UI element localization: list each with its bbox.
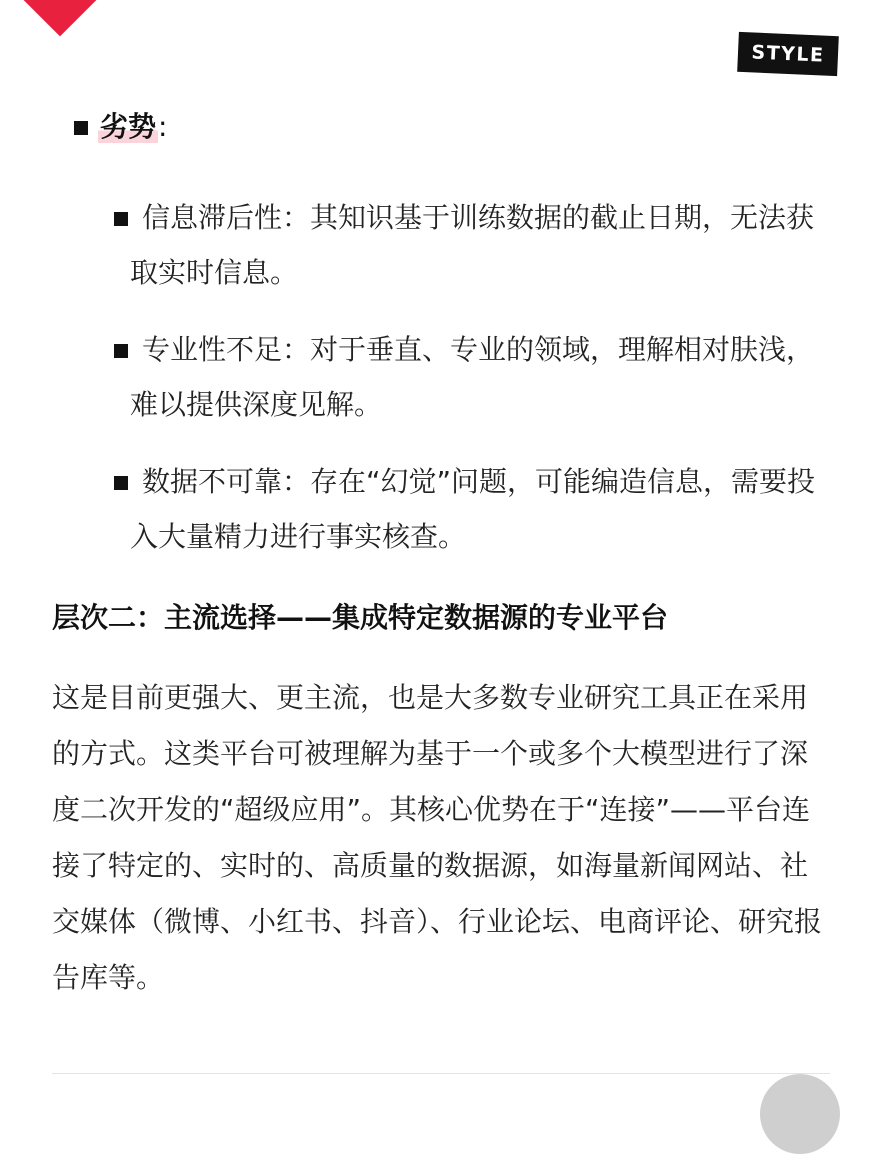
corner-accent-mark (18, 0, 103, 36)
square-bullet-icon (74, 121, 88, 135)
drawback-item-text: 信息滞后性：其知识基于训练数据的截止日期，无法获取实时信息。 (130, 201, 815, 289)
drawbacks-heading (74, 104, 167, 150)
square-bullet-icon (114, 212, 128, 226)
drawback-item (114, 454, 834, 564)
drawback-item-text: 数据不可靠：存在“幻觉”问题，可能编造信息，需要投入大量精力进行事实核查。 (130, 465, 816, 553)
scroll-to-top-button[interactable] (760, 1074, 840, 1154)
square-bullet-icon (114, 344, 128, 358)
drawback-item (114, 190, 834, 300)
section-paragraph: 这是目前更强大、更主流，也是大多数专业研究工具正在采用的方式。这类平台可被理解为基于一个或多个大模型进行了深度二次开发的“超级应用”。其核心优势在于“连接”——平台连接了特定的、实时的、高质量的数据源，如海量新闻网站、社交媒体（微博、小红书、抖音）、行业论坛、电商评论、研究报告库等。 (52, 681, 823, 994)
drawback-item (114, 322, 834, 432)
drawbacks-heading-colon: : (158, 110, 168, 143)
style-tag-badge (737, 32, 839, 76)
drawbacks-heading-word: 劣势 (100, 110, 157, 143)
section-heading: 层次二：主流选择——集成特定数据源的专业平台 (52, 601, 669, 634)
drawback-item-text: 专业性不足：对于垂直、专业的领域，理解相对肤浅，难以提供深度见解。 (130, 333, 815, 421)
drawbacks-list (114, 190, 834, 586)
square-bullet-icon (114, 476, 128, 490)
content-divider (52, 1073, 830, 1074)
style-tag-label: STYLE (751, 41, 825, 67)
